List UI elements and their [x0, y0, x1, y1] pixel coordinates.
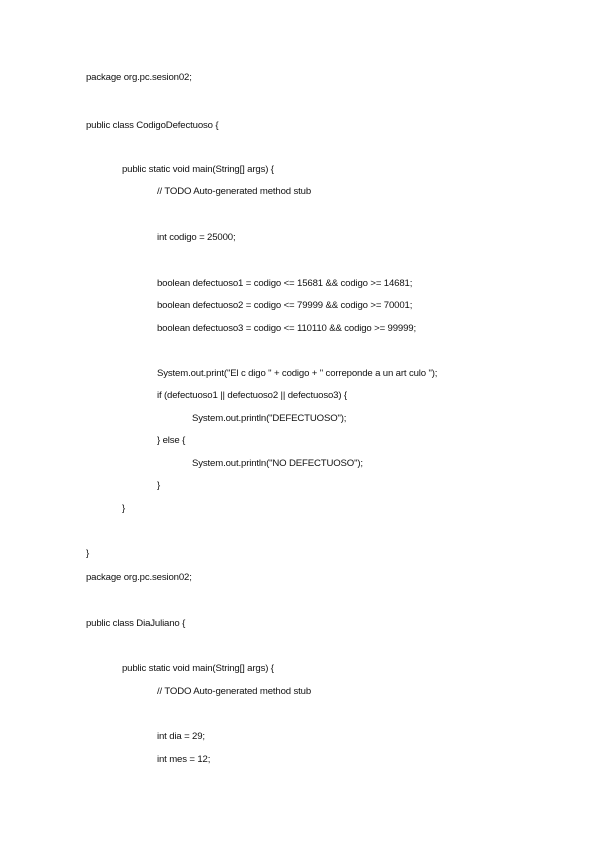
- code-line: public class CodigoDefectuoso {: [86, 120, 219, 131]
- code-line: int dia = 29;: [157, 731, 205, 742]
- code-line: package org.pc.sesion02;: [86, 72, 192, 83]
- code-line: // TODO Auto-generated method stub: [157, 186, 312, 197]
- code-line: boolean defectuoso3 = codigo <= 110110 && codigo >= 99999;: [157, 323, 416, 334]
- code-line: // TODO Auto-generated method stub: [157, 686, 312, 697]
- code-line: System.out.println("NO DEFECTUOSO");: [192, 458, 363, 469]
- code-line: public static void main(String[] args) {: [122, 164, 274, 175]
- code-line: System.out.print("El c digo " + codigo + " correponde a un art culo ");: [157, 368, 438, 379]
- code-line: System.out.println("DEFECTUOSO");: [192, 413, 347, 424]
- code-line: public class DiaJuliano {: [86, 618, 186, 629]
- code-line: }: [157, 480, 161, 491]
- code-line: package org.pc.sesion02;: [86, 572, 192, 583]
- code-line: }: [122, 503, 126, 514]
- code-line: } else {: [157, 435, 186, 446]
- code-line: public static void main(String[] args) {: [122, 663, 274, 674]
- code-line: boolean defectuoso2 = codigo <= 79999 && codigo >= 70001;: [157, 300, 413, 311]
- code-line: }: [86, 548, 90, 559]
- code-line: boolean defectuoso1 = codigo <= 15681 && codigo >= 14681;: [157, 278, 413, 289]
- code-line: int codigo = 25000;: [157, 232, 236, 243]
- code-line: int mes = 12;: [157, 754, 211, 765]
- code-line: if (defectuoso1 || defectuoso2 || defectuoso3) {: [157, 390, 347, 401]
